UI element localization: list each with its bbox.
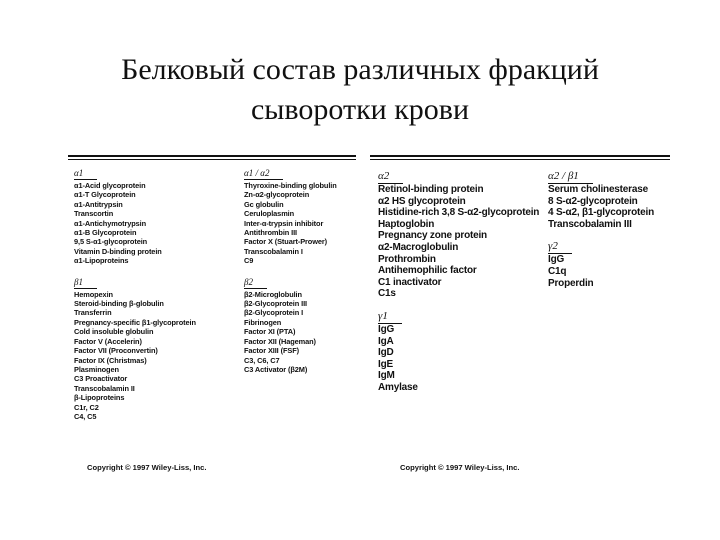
fraction-group: [548, 236, 654, 289]
protein-item: Fibrinogen: [244, 317, 282, 327]
slide-title-line-1: Белковый состав различных фракций: [121, 53, 599, 86]
left-protein-panel: [68, 155, 356, 475]
protein-item: Histidine-rich 3,8 S-α2-glycoprotein: [378, 207, 540, 219]
protein-item: Thyroxine-binding globulin: [244, 181, 337, 190]
protein-item: Zn-α2-glycoprotein: [244, 190, 310, 200]
fraction-header: α1: [74, 168, 97, 180]
protein-item: C3 Activator (β2M): [244, 364, 308, 374]
fraction-group: [244, 163, 337, 266]
protein-item: 9,5 S-α1-glycoprotein: [74, 237, 148, 247]
protein-item: Hemopexin: [74, 289, 113, 299]
protein-item: C1 inactivator: [378, 276, 442, 288]
slide-title-line-2: сыворотки крови: [250, 93, 470, 126]
fraction-header: α2: [378, 170, 403, 184]
protein-item: Serum cholinesterase: [548, 184, 648, 195]
protein-item: Factor X (Stuart-Prower): [244, 237, 328, 247]
protein-item: Amylase: [378, 381, 418, 393]
left-panel-column-1: [74, 163, 196, 427]
protein-item: IgE: [378, 358, 393, 370]
protein-item: Factor XI (PTA): [244, 327, 296, 337]
protein-item: Factor V (Accelerin): [74, 336, 142, 346]
protein-item: β2-Glycoprotein III: [244, 299, 307, 309]
protein-item: Plasminogen: [74, 364, 119, 374]
protein-item: Prothrombin: [378, 253, 436, 265]
fraction-header: α1 / α2: [244, 168, 283, 180]
protein-item: IgG: [378, 323, 395, 335]
protein-item: Properdin: [548, 277, 594, 289]
left-panel-top-rule: [68, 155, 356, 157]
right-panel-top-rule: [370, 155, 670, 157]
protein-item: C1q: [548, 265, 567, 277]
protein-item: IgA: [378, 335, 394, 347]
protein-item: Vitamin D-binding protein: [74, 246, 162, 256]
left-copyright: Copyright © 1997 Wiley-Liss, Inc.: [87, 463, 207, 472]
protein-item: α2 HS glycoprotein: [378, 195, 466, 207]
protein-item: Antihemophilic factor: [378, 265, 477, 277]
protein-item: Factor VII (Proconvertin): [74, 346, 158, 356]
left-panel-second-rule: [68, 159, 356, 160]
protein-item: Inter-α-trypsin inhibitor: [244, 218, 324, 228]
protein-item: IgD: [378, 347, 394, 359]
protein-item: Factor XIII (FSF): [244, 346, 299, 356]
fraction-header: β1: [74, 277, 97, 289]
fraction-group: [74, 272, 196, 422]
protein-item: Antithrombin III: [244, 228, 297, 238]
slide-title: [0, 50, 720, 130]
protein-item: Transcobalamin III: [548, 218, 632, 230]
fraction-header: γ1: [378, 310, 402, 324]
fraction-group: [548, 166, 654, 230]
protein-item: β-Lipoproteins: [74, 393, 125, 403]
protein-item: β2-Glycoprotein I: [244, 308, 304, 318]
protein-item: 8 S-α2-glycoprotein: [548, 195, 638, 207]
protein-item: C9: [244, 256, 254, 266]
fraction-group: [378, 306, 539, 394]
protein-item: Transferrin: [74, 308, 112, 318]
fraction-group: [74, 163, 196, 266]
protein-item: α1-Antitrypsin: [74, 199, 123, 209]
protein-item: Pregnancy-specific β1-glycoprotein: [74, 317, 196, 327]
right-panel-column-2: [548, 166, 654, 295]
protein-item: α1-Acid glycoprotein: [74, 181, 146, 190]
right-panel-second-rule: [370, 159, 670, 160]
protein-item: IgM: [378, 370, 395, 382]
protein-item: β2-Microglobulin: [244, 289, 302, 299]
fraction-group: [378, 166, 539, 300]
protein-item: Factor IX (Christmas): [74, 355, 147, 365]
protein-item: Ceruloplasmin: [244, 209, 295, 219]
fraction-group: [244, 272, 337, 375]
protein-item: α1-Lipoproteins: [74, 256, 129, 266]
protein-item: Transcobalamin II: [74, 383, 135, 393]
protein-item: C3, C6, C7: [244, 355, 280, 365]
protein-item: α1-B Glycoprotein: [74, 228, 137, 238]
protein-item: Factor XII (Hageman): [244, 336, 316, 346]
protein-item: C4, C5: [74, 411, 97, 421]
protein-item: α2-Macroglobulin: [378, 241, 459, 253]
protein-item: α1-T Glycoprotein: [74, 190, 136, 200]
protein-item: 4 S-α2, β1-glycoprotein: [548, 207, 655, 219]
right-protein-panel: [370, 155, 670, 455]
protein-item: Transcobalamin I: [244, 246, 303, 256]
protein-item: Haptoglobin: [378, 218, 435, 230]
protein-item: Pregnancy zone protein: [378, 230, 487, 242]
right-panel-column-1: [378, 166, 539, 400]
fraction-header: α2 / β1: [548, 170, 593, 184]
protein-item: C3 Proactivator: [74, 374, 128, 384]
protein-item: Cold insoluble globulin: [74, 327, 154, 337]
protein-item: C1s: [378, 288, 396, 300]
protein-item: Gc globulin: [244, 199, 284, 209]
right-copyright: Copyright © 1997 Wiley-Liss, Inc.: [400, 463, 520, 472]
fraction-header: β2: [244, 277, 267, 289]
protein-item: IgG: [548, 254, 565, 266]
protein-item: Steroid-binding β-globulin: [74, 299, 164, 309]
fraction-header: γ2: [548, 240, 572, 254]
protein-item: α1-Antichymotrypsin: [74, 218, 147, 228]
left-panel-column-2: [244, 163, 337, 380]
protein-item: C1r, C2: [74, 402, 99, 412]
protein-item: Transcortin: [74, 209, 114, 219]
protein-item: Retinol-binding protein: [378, 184, 484, 195]
